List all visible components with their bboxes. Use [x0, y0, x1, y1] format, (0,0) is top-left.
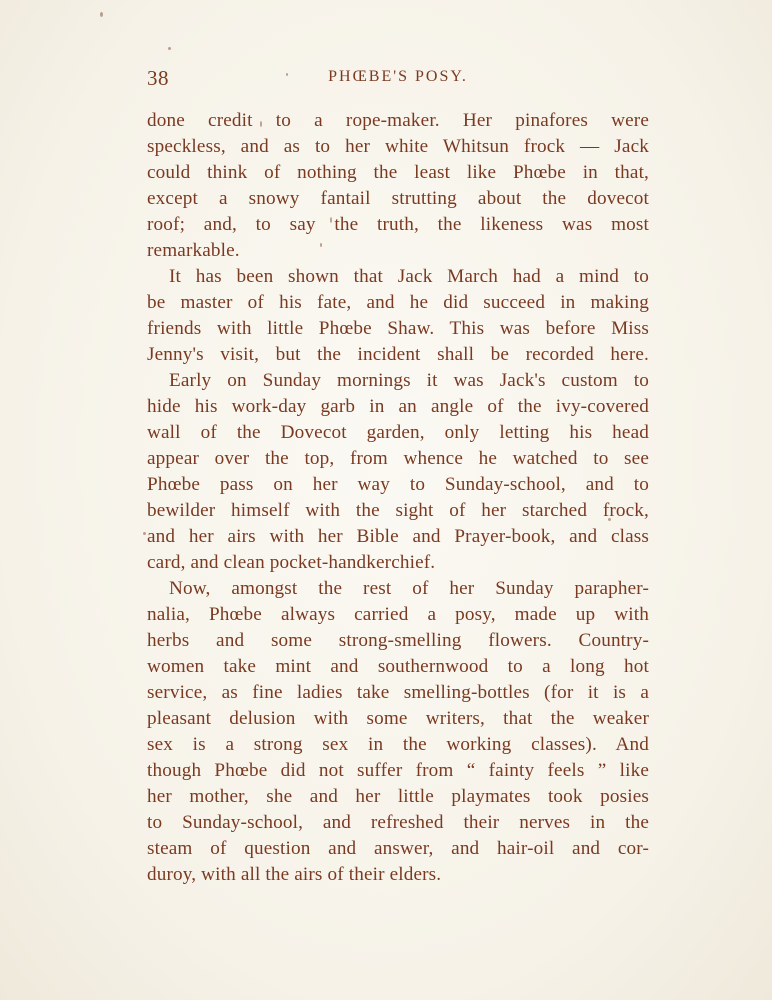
page-header	[147, 66, 649, 96]
text-line: wall of the Dovecot garden, only letting his head	[147, 422, 649, 443]
body-text	[147, 108, 649, 888]
text-line: Jenny's visit, but the incident shall be recorded here.	[147, 344, 649, 365]
text-line: steam of question and answer, and hair-oil and cor-	[147, 838, 649, 859]
text-line: bewilder himself with the sight of her starched frock,	[147, 500, 649, 521]
text-line: done credit to a rope-maker. Her pinafores were	[147, 110, 649, 131]
text-line: friends with little Phœbe Shaw. This was before Miss	[147, 318, 649, 339]
text-line: remarkable.	[147, 240, 240, 261]
paragraph-3	[147, 368, 649, 576]
ink-speck	[143, 532, 146, 535]
text-line: sex is a strong sex in the working classes). And	[147, 734, 649, 755]
text-line: to Sunday-school, and refreshed their nerves in the	[147, 812, 649, 833]
text-line: roof; and, to say the truth, the likeness was most	[147, 214, 649, 235]
text-line: her mother, she and her little playmates took posies	[147, 786, 649, 807]
running-head: PHŒBE'S POSY.	[328, 68, 468, 85]
text-line: Early on Sunday mornings it was Jack's custom to	[169, 370, 649, 391]
text-line: hide his work-day garb in an angle of the ivy-covered	[147, 396, 649, 417]
paragraph-1	[147, 108, 649, 264]
text-line: Now, amongst the rest of her Sunday parapher-	[169, 578, 649, 599]
text-line: could think of nothing the least like Phœbe in that,	[147, 162, 649, 183]
text-line: and her airs with her Bible and Prayer-book, and class	[147, 526, 649, 547]
paragraph-2	[147, 264, 649, 368]
text-line: pleasant delusion with some writers, that the weaker	[147, 708, 649, 729]
text-line: herbs and some strong-smelling flowers. Country-	[147, 630, 649, 651]
text-line: It has been shown that Jack March had a mind to	[169, 266, 649, 287]
text-line: except a snowy fantail strutting about the dovecot	[147, 188, 649, 209]
text-line: service, as fine ladies take smelling-bottles (for it is a	[147, 682, 649, 703]
page-number: 38	[147, 66, 169, 90]
paragraph-4	[147, 576, 649, 888]
ink-speck	[168, 47, 171, 50]
text-line: card, and clean pocket-handkerchief.	[147, 552, 436, 573]
text-line: though Phœbe did not suffer from “ fainty feels ” like	[147, 760, 649, 781]
text-line: speckless, and as to her white Whitsun frock — Jack	[147, 136, 649, 157]
text-line: duroy, with all the airs of their elders.	[147, 864, 442, 885]
text-line: women take mint and southernwood to a long hot	[147, 656, 649, 677]
text-line: be master of his fate, and he did succeed in making	[147, 292, 649, 313]
text-line: Phœbe pass on her way to Sunday-school, and to	[147, 474, 649, 495]
text-line: nalia, Phœbe always carried a posy, made up with	[147, 604, 649, 625]
text-line: appear over the top, from whence he watched to see	[147, 448, 649, 469]
ink-speck	[100, 12, 103, 17]
